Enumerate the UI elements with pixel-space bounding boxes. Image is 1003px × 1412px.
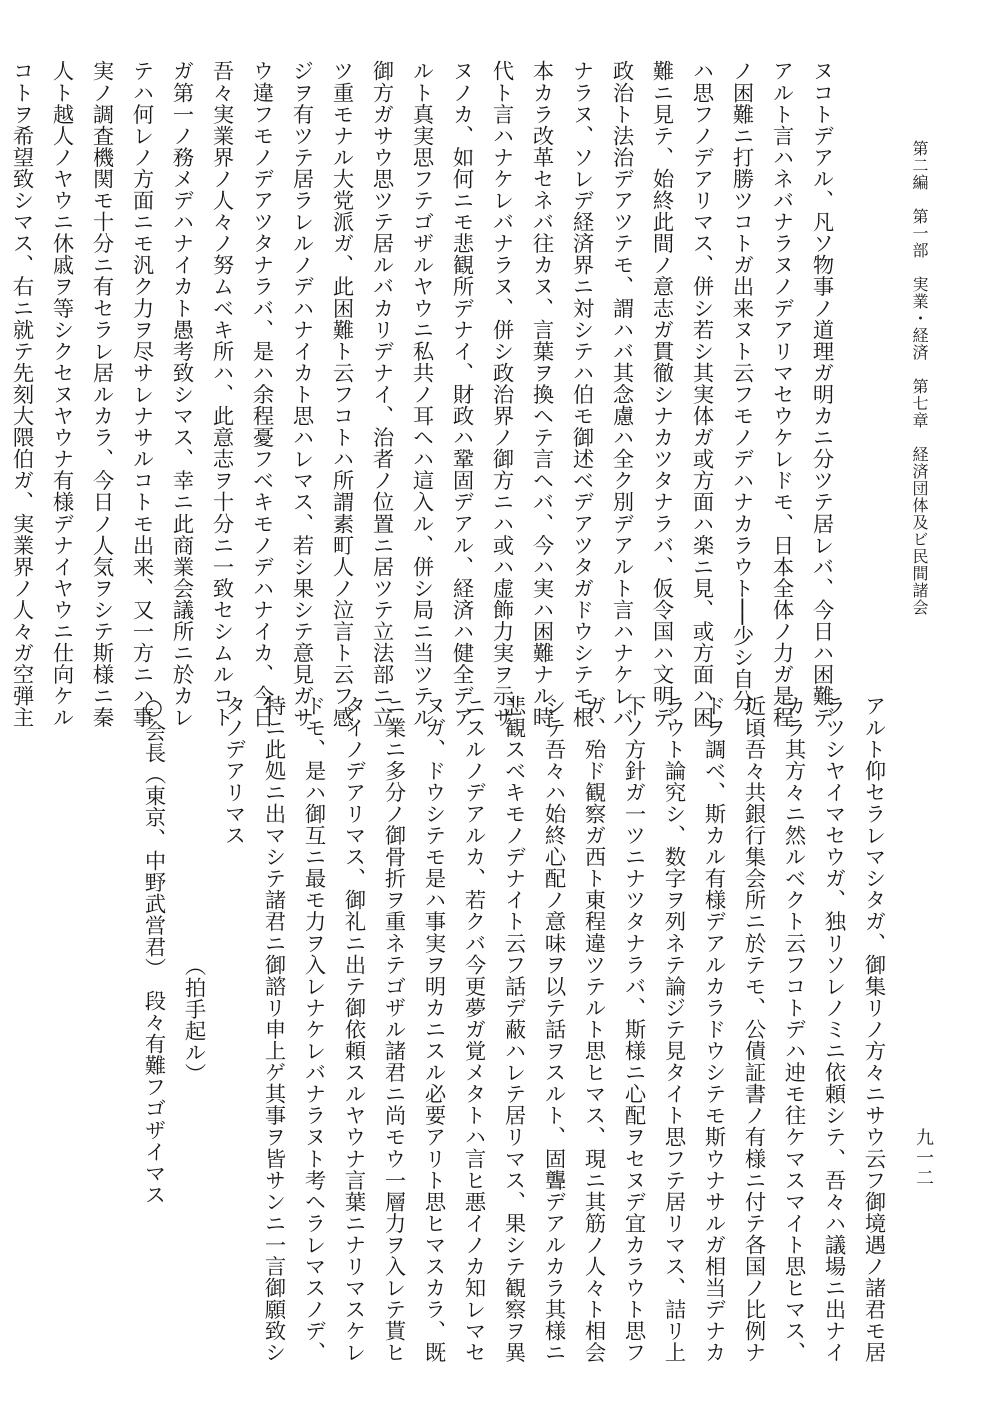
text-column: 下ノ方針ガ一ツニナツタナラバ、斯様ニ心配ヲセヌデ宜カラウト思フ xyxy=(621,695,646,1364)
text-column: 難ニ見テ、始終此間ノ意志ガ貫徹シナカツタナラバ、仮令国ハ文明デ xyxy=(649,60,674,729)
text-column: タイノデアリマス、御礼ニ出テ御依頼スルヤウナ言葉ニナリマスケレ xyxy=(341,695,366,1364)
text-column: ヌコトデアル、凡ソ物事ノ道理ガ明カニ分ツテ居レバ、今日ハ困難デ xyxy=(809,60,834,729)
text-column: 実ノ調査機関モ十分ニ有セラレ居ルカラ、今日ノ人気ヲシテ斯様ニ秦 xyxy=(89,60,114,729)
text-block-upper xyxy=(0,60,841,729)
text-column: ヌノカ、如何ニモ悲観所デナイ、財政ハ鞏固デアル、経済ハ健全デア xyxy=(449,60,474,729)
text-column: ガ第一ノ務メデハナイカト愚考致シマス、幸ニ此商業会議所ニ於カレ xyxy=(169,60,194,729)
text-column: ドモ、是ハ御互ニ最モ力ヲ入レナケレバナラヌト考ヘラレマスノデ、 xyxy=(301,695,326,1364)
text-column: アルト言ハネバナラヌノデアリマセウケレドモ、日本全体ノ力ガ是程 xyxy=(769,60,794,729)
text-column: 御方ガサウ思ツテ居ルバカリデナイ、治者ノ位置ニ居ツテ立法部ニ立 xyxy=(369,60,394,729)
text-column: 悲観スベキモノデナイト云フ話デ蔽ハレテ居リマス、果シテ観察ヲ異 xyxy=(501,695,526,1364)
text-column: コトヲ希望致シマス、右ニ就テ先刻大隈伯ガ、実業界ノ人々ガ空弾主 xyxy=(9,60,34,729)
text-column: ラウト論究シ、数字ヲ列ネテ論ジテ見タイト思フテ居リマス、詰リ上 xyxy=(661,695,686,1364)
text-column: ニスルノデアルカ、若クバ今更夢ガ覚メタトハ言ヒ悪イノカ知レマセ xyxy=(461,695,486,1364)
text-column: ルト真実思フテゴザルヤウニ私共ノ耳ヘハ這入ル、併シ局ニ当ツテル xyxy=(409,60,434,729)
running-header: 第二編 第一部 実業・経済 第七章 経済団体及ビ民間諸会 xyxy=(910,140,929,616)
speaker-line: ○会長（東京、中野武営君） 段々有難フゴザイマス xyxy=(141,695,166,1206)
text-block-lower xyxy=(133,695,893,1364)
text-column: 人ト越人ノヤウニ休戚ヲ等シクセヌヤウナ有様デナイヤウニ仕向ケル xyxy=(49,60,74,729)
text-column: 本カラ改革セネバ往カヌ、言葉ヲ換ヘテ言ヘバ、今ハ実ハ困難ナル時 xyxy=(529,60,554,729)
text-column: ツ重モナル大党派ガ、此困難ト云フコトハ所謂素町人ノ泣言ト云フ感 xyxy=(329,60,354,729)
text-column: ウ違フモノデアツタナラバ、是ハ余程憂フベキモノデハナイカ、今日 xyxy=(249,60,274,729)
text-column: シテ吾々ハ始終心配ノ意味ヲ以テ話ヲスルト、固聾デアルカラ其様ニ xyxy=(541,695,566,1364)
text-column: ニ業ニ多分ノ御骨折ヲ重ネテゴザル諸君ニ尚モウ一層力ヲ入レテ貰ヒ xyxy=(381,695,406,1364)
stage-direction: （拍手起ル） xyxy=(181,955,206,1085)
text-column: アルト仰セラレマシタガ、御集リノ方々ニサウ云フ御境遇ノ諸君モ居 xyxy=(861,695,886,1364)
text-column: テハ何レノ方面ニモ汎ク力ヲ尽サレナサルコトモ出来、又一方ニハ事 xyxy=(129,60,154,729)
text-column: ガ、殆ド観察ガ西ト東程違ツテルト思ヒマス、現ニ其筋ノ人々ト相会 xyxy=(581,695,606,1364)
text-column: 近頃吾々共銀行集会所ニ於テモ、公債証書ノ有様ニ付テ各国ノ比例ナ xyxy=(741,695,766,1364)
text-column: ハ思フノデアリマス、併シ若シ其実体ガ或方面ハ楽ニ見、或方面ハ困 xyxy=(689,60,714,729)
text-column: ドヲ調ベ、斯カル有様デアルカラドウシテモ斯ウナサルガ相当デナカ xyxy=(701,695,726,1364)
text-column: 代ト言ハナケレバナラヌ、併シ政治界ノ御方ニハ或ハ虚飾力実ヲ示サ xyxy=(489,60,514,729)
text-column: ジヲ有ツテ居ラレルノデハナイカト思ハレマス、若シ果シテ意見ガサ xyxy=(289,60,314,729)
text-column: ノ困難ニ打勝ツコトガ出来ヌト云フモノデハナカラウト──少シ自分 xyxy=(729,60,754,712)
text-column: 政治ト法治デアツテモ、謂ハバ其念慮ハ全ク別デアルト言ハナケレバ xyxy=(609,60,634,729)
text-column xyxy=(0,60,1,670)
page-number: 九一二 xyxy=(913,1128,934,1188)
text-column: ラツシヤイマセウガ、独リソレノミニ依頼シテ、吾々ハ議場ニ出ナイ xyxy=(821,695,846,1364)
text-column: タノデアリマス xyxy=(221,695,246,846)
text-column: カラ其方々ニ然ルベクト云フコトデハ迚モ往ケマスマイト思ヒマス、 xyxy=(781,695,806,1364)
text-column: ヌガ、ドウシテモ是ハ事実ヲ明カニスル必要アリト思ヒマスカラ、既 xyxy=(421,695,446,1364)
text-column: ナラヌ、ソレデ経済界ニ対シテハ伯モ御述ベデアツタガドウシテモ根 xyxy=(569,60,594,729)
text-column: 吾々実業界ノ人々ノ努ムベキ所ハ、此意志ヲ十分ニ一致セシムルコト xyxy=(209,60,234,729)
text-column: 特ニ此処ニ出マシテ諸君ニ御諮リ申上ゲ其事ヲ皆サンニ一言御願致シ xyxy=(261,695,286,1364)
